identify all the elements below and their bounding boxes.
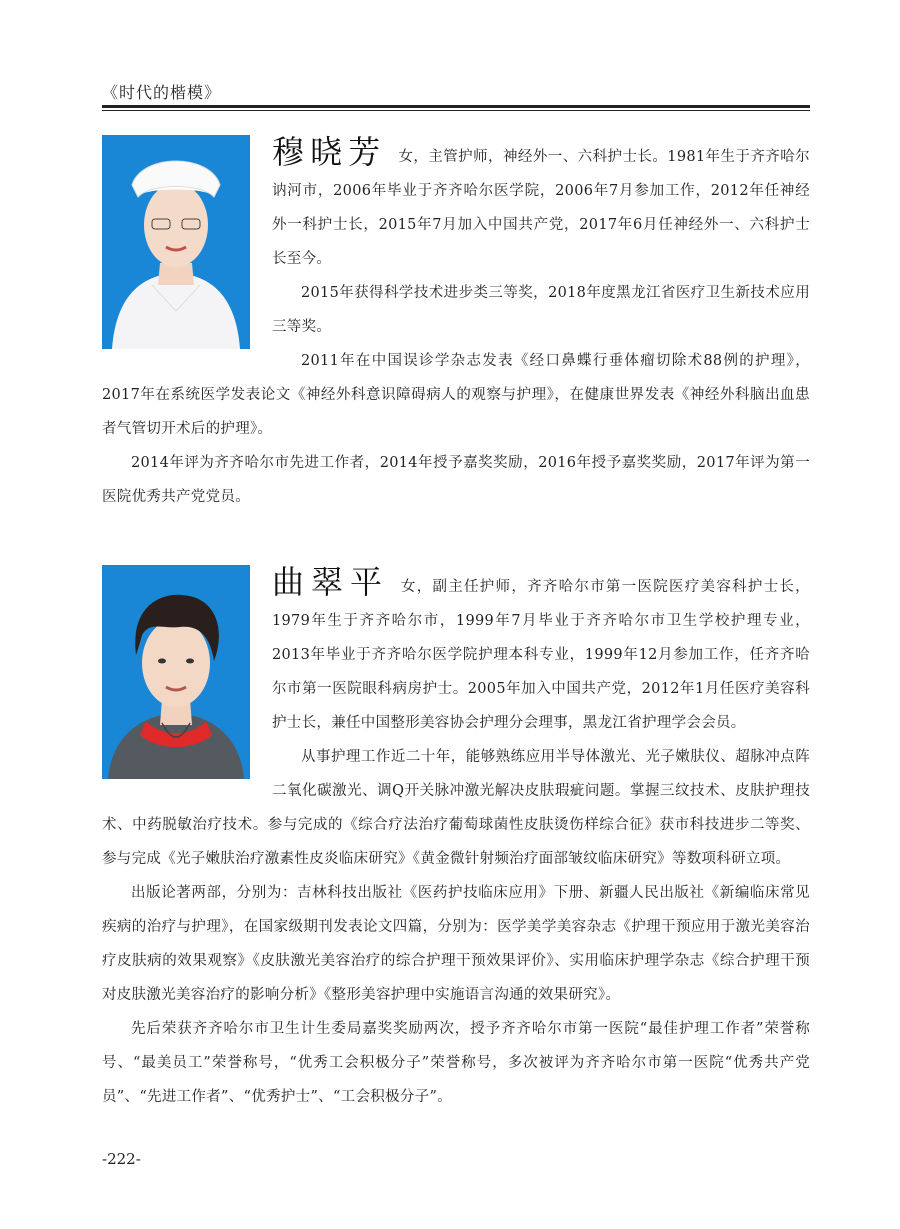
profile-section-1 (102, 135, 810, 514)
portrait-photo-2 (102, 565, 250, 779)
profile-2-paragraph-1: 从事护理工作近二十年，能够熟练应用半导体激光、光子嫩肤仪、超脉冲点阵二氧化碳激光、调Q开关脉冲激光解决皮肤瑕疵问题。掌握三纹技术、皮肤护理技术、中药脱敏治疗技术。参与完成的《综合疗法治疗葡萄球菌性皮肤烫伤样综合征》获市科技进步二等奖、参与完成《光子嫩肤治疗激素性皮炎临床研究》《黄金微针射频治疗面部皱纹临床研究》等数项科研立项。 (102, 749, 810, 867)
profile-intro-1: 女，主管护师，神经外一、六科护士长。1981年生于齐齐哈尔讷河市，2006年毕业于齐齐哈尔医学院，2006年7月参加工作，2012年任神经外一科护士长，2015年7月加入中国共产党，2017年6月任神经外一、六科护士长至今。 (272, 149, 810, 267)
page-number: -222- (102, 1150, 141, 1168)
profile-1-paragraph-3: 2014年评为齐齐哈尔市先进工作者，2014年授予嘉奖奖励，2016年授予嘉奖奖励，2017年评为第一医院优秀共产党党员。 (102, 455, 810, 505)
header-rule-thick (102, 105, 810, 108)
person-name-2: 曲翠平 (272, 563, 389, 601)
profile-1-paragraph-2: 2011年在中国误诊学杂志发表《经口鼻蝶行垂体瘤切除术88例的护理》，2017年在系统医学发表论文《神经外科意识障碍病人的观察与护理》，在健康世界发表《神经外科脑出血患者气管切开术后的护理》。 (102, 353, 810, 437)
profile-intro-2: 女，副主任护师，齐齐哈尔市第一医院医疗美容科护士长，1979年生于齐齐哈尔市，1999年7月毕业于齐齐哈尔市卫生学校护理专业，2013年毕业于齐齐哈尔医学院护理本科专业，1999年12月参加工作，任齐齐哈尔市第一医院眼科病房护士。2005年加入中国共产党，2012年1月任医疗美容科护士长，兼任中国整形美容协会护理分会理事，黑龙江省护理学会会员。 (272, 579, 810, 731)
profile-2-paragraph-2: 出版论著两部，分别为：吉林科技出版社《医药护技临床应用》下册、新疆人民出版社《新编临床常见疾病的治疗与护理》，在国家级期刊发表论文四篇，分别为：医学美学美容杂志《护理干预应用于激光美容治疗皮肤病的效果观察》《皮肤激光美容治疗的综合护理干预效果评价》、实用临床护理学杂志《综合护理干预对皮肤激光美容治疗的影响分析》《整形美容护理中实施语言沟通的效果研究》。 (102, 885, 810, 1003)
profile-section-2 (102, 565, 810, 1114)
portrait-photo-1 (102, 135, 250, 349)
header-rule-thin (102, 110, 810, 111)
book-title: 《时代的楷模》 (102, 83, 222, 102)
profile-2-paragraph-3: 先后荣获齐齐哈尔市卫生计生委局嘉奖奖励两次，授予齐齐哈尔市第一医院“最佳护理工作者”荣誉称号、“最美员工”荣誉称号，“优秀工会积极分子”荣誉称号，多次被评为齐齐哈尔市第一医院“优秀共产党员”、“先进工作者”、“优秀护士”、“工会积极分子”。 (102, 1021, 810, 1105)
portrait-illustration-1 (102, 135, 250, 349)
portrait-illustration-2 (102, 565, 250, 779)
person-name-1: 穆晓芳 (272, 133, 387, 171)
profile-1-paragraph-1: 2015年获得科学技术进步类三等奖，2018年度黑龙江省医疗卫生新技术应用三等奖。 (272, 285, 810, 335)
